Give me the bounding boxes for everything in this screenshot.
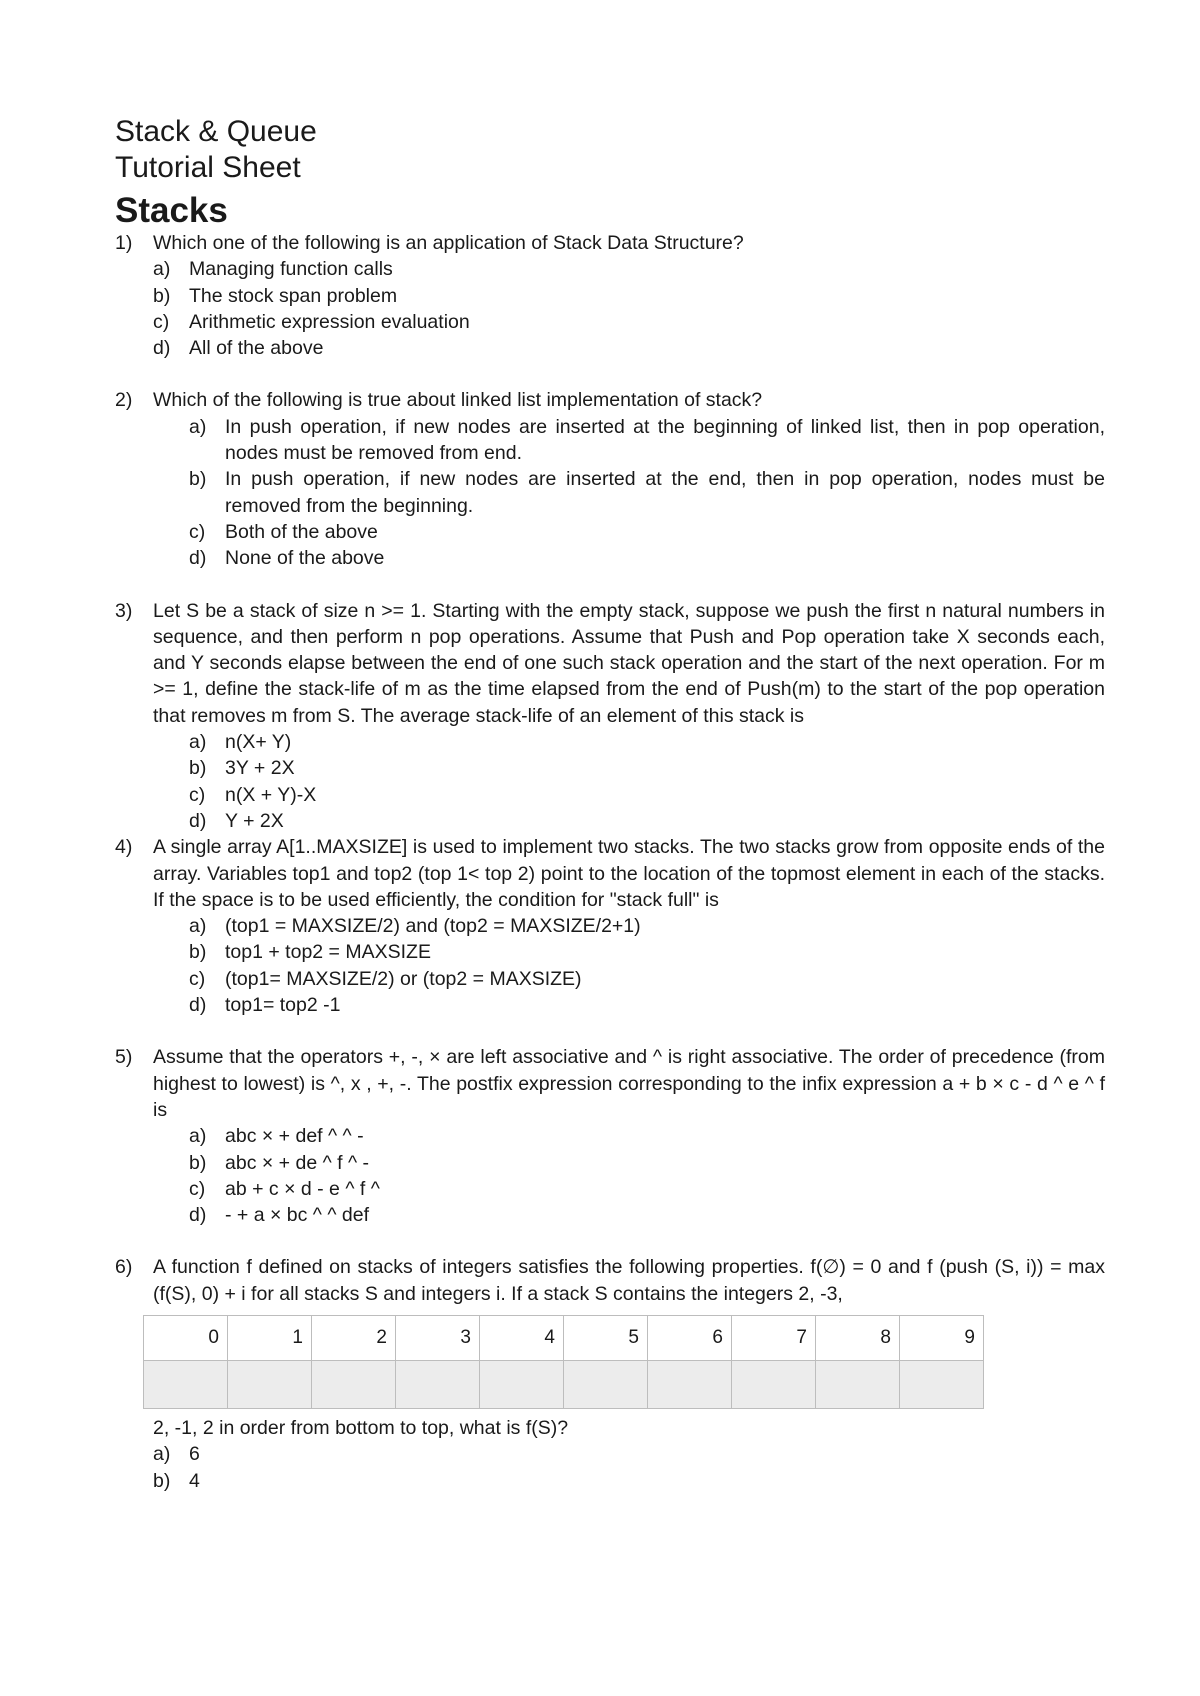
array-index-cell: 6 — [648, 1315, 732, 1360]
question-number: 3) — [115, 599, 133, 622]
option-a — [153, 1123, 1105, 1149]
option-text: top1 + top2 = MAXSIZE — [225, 941, 431, 964]
option-label: c) — [189, 967, 206, 990]
array-value-row — [144, 1360, 984, 1408]
option-label: c) — [189, 783, 206, 806]
option-c — [153, 519, 1105, 545]
option-text: Managing function calls — [189, 258, 393, 281]
question-4 — [115, 834, 1105, 1018]
question-text: Assume that the operators +, -, × are left associative and ^ is right associative. The order of precedence (from highest to lowest) is ^, x , +, -. The postfix expression corresponding to the infix expression a + b × c - d ^ e ^ f is — [153, 1046, 1105, 1121]
option-label: c) — [189, 520, 206, 543]
option-text: abc × + de ^ f ^ - — [225, 1151, 370, 1174]
option-b — [153, 939, 1105, 965]
option-text: - + a × bc ^ ^ def — [225, 1204, 370, 1227]
array-index-cell: 5 — [564, 1315, 648, 1360]
array-value-cell — [648, 1360, 732, 1408]
document-subtitle: Tutorial Sheet — [115, 151, 301, 184]
spacer — [115, 572, 1105, 598]
array-index-cell: 7 — [732, 1315, 816, 1360]
option-c — [153, 1176, 1105, 1202]
option-label: b) — [153, 1469, 171, 1492]
question-number: 2) — [115, 389, 133, 412]
option-list — [153, 729, 1105, 834]
question-number: 5) — [115, 1046, 133, 1069]
option-label: a) — [153, 258, 171, 281]
array-index-row — [144, 1315, 984, 1360]
option-text: In push operation, if new nodes are inserted at the beginning of linked list, then in pop operation, nodes must be removed from end. — [225, 415, 1105, 465]
option-label: b) — [189, 1151, 207, 1174]
question-2 — [115, 387, 1105, 571]
option-b — [153, 755, 1105, 781]
option-d — [153, 808, 1105, 834]
option-label: c) — [189, 1177, 206, 1200]
question-text: A single array A[1..MAXSIZE] is used to implement two stacks. The two stacks grow from opposite ends of the array. Variables top1 and top2 (top 1< top 2) point to the location of the topmost element in each of the stacks. If the space is to be used efficiently, the condition for "stack full" is — [153, 836, 1105, 911]
option-a — [153, 913, 1105, 939]
option-label: a) — [189, 415, 207, 438]
array-index-cell: 3 — [396, 1315, 480, 1360]
option-text: In push operation, if new nodes are inserted at the end, then in pop operation, nodes must be removed from the beginning. — [225, 468, 1105, 517]
array-index-cell: 4 — [480, 1315, 564, 1360]
option-c — [153, 966, 1105, 992]
array-value-cell — [732, 1360, 816, 1408]
option-label: a) — [153, 1443, 171, 1466]
option-c — [153, 782, 1105, 808]
option-text: The stock span problem — [189, 284, 398, 307]
option-label: d) — [189, 547, 207, 570]
question-text: Which of the following is true about linked list implementation of stack? — [153, 389, 763, 412]
option-text: (top1 = MAXSIZE/2) and (top2 = MAXSIZE/2+1) — [225, 915, 641, 938]
section-heading: Stacks — [115, 191, 228, 230]
option-text: n(X+ Y) — [225, 731, 292, 754]
array-value-cell — [564, 1360, 648, 1408]
option-label: b) — [189, 941, 207, 964]
question-number: 6) — [115, 1256, 133, 1279]
option-text: (top1= MAXSIZE/2) or (top2 = MAXSIZE) — [225, 967, 582, 990]
option-text: ab + c × d - e ^ f ^ — [225, 1177, 380, 1200]
spacer — [115, 361, 1105, 387]
option-text: Both of the above — [225, 520, 378, 543]
option-text: None of the above — [225, 547, 385, 570]
array-index-cell: 9 — [900, 1315, 984, 1360]
question-3 — [115, 598, 1105, 835]
question-text: A function f defined on stacks of integers satisfies the following properties. f(∅) = 0 and f (push (S, i)) = max (f(S), 0) + i for all stacks S and integers i. If a stack S contains the integers 2, -3, — [153, 1256, 1105, 1305]
option-label: d) — [153, 337, 171, 360]
option-label: a) — [189, 915, 207, 938]
option-b — [153, 1150, 1105, 1176]
option-c — [153, 309, 1105, 335]
option-label: b) — [153, 284, 171, 307]
question-number: 4) — [115, 836, 133, 859]
option-b — [153, 466, 1105, 519]
option-label: b) — [189, 757, 207, 780]
question-1 — [115, 230, 1105, 361]
array-index-cell: 1 — [228, 1315, 312, 1360]
option-label: b) — [189, 468, 207, 491]
document-title: Stack & Queue — [115, 115, 317, 148]
option-list — [153, 256, 1105, 361]
spacer — [115, 1228, 1105, 1254]
option-list — [153, 913, 1105, 1018]
option-d — [153, 335, 1105, 361]
array-value-cell — [228, 1360, 312, 1408]
option-label: d) — [189, 994, 207, 1017]
option-text: Arithmetic expression evaluation — [189, 310, 470, 333]
array-value-cell — [312, 1360, 396, 1408]
option-label: a) — [189, 1125, 207, 1148]
option-a — [153, 729, 1105, 755]
option-d — [153, 545, 1105, 571]
array-index-cell: 8 — [816, 1315, 900, 1360]
option-text: abc × + def ^ ^ - — [225, 1125, 364, 1148]
question-number: 1) — [115, 232, 133, 254]
option-label: d) — [189, 1204, 207, 1227]
option-text: Y + 2X — [225, 809, 284, 832]
option-d — [153, 1202, 1105, 1228]
option-a — [153, 1441, 1105, 1467]
option-label: d) — [189, 809, 207, 832]
question-text-continued: 2, -1, 2 in order from bottom to top, what is f(S)? — [153, 1416, 569, 1439]
option-text: 4 — [189, 1469, 200, 1492]
option-list — [153, 414, 1105, 572]
option-d — [153, 992, 1105, 1018]
option-text: All of the above — [189, 337, 324, 360]
option-label: a) — [189, 731, 207, 754]
array-value-cell — [816, 1360, 900, 1408]
option-text: 6 — [189, 1443, 200, 1466]
option-text: 3Y + 2X — [225, 757, 295, 780]
array-index-cell: 0 — [144, 1315, 228, 1360]
array-table — [143, 1315, 984, 1409]
option-text: n(X + Y)-X — [225, 783, 317, 806]
option-text: top1= top2 -1 — [225, 994, 341, 1017]
question-text: Which one of the following is an application of Stack Data Structure? — [153, 232, 744, 254]
question-text: Let S be a stack of size n >= 1. Starting with the empty stack, suppose we push the first n natural numbers in sequence, and then perform n pop operations. Assume that Push and Pop operation take X seconds each, and Y seconds elapse between the end of one such stack operation and the start of the next operation. For m >= 1, define the stack-life of m as the time elapsed from the end of Push(m) to the start of the pop operation that removes m from S. The average stack-life of an element of this stack is — [153, 599, 1105, 727]
array-value-cell — [900, 1360, 984, 1408]
option-b — [153, 283, 1105, 309]
option-a — [153, 256, 1105, 282]
array-value-cell — [480, 1360, 564, 1408]
option-a — [153, 414, 1105, 467]
spacer — [115, 1018, 1105, 1044]
question-list — [115, 230, 1105, 1494]
array-value-cell — [144, 1360, 228, 1408]
array-value-cell — [396, 1360, 480, 1408]
option-label: c) — [153, 310, 170, 333]
option-list — [153, 1123, 1105, 1228]
option-list — [153, 1441, 1105, 1494]
question-6 — [115, 1254, 1105, 1493]
option-b — [153, 1468, 1105, 1494]
array-index-cell: 2 — [312, 1315, 396, 1360]
question-5 — [115, 1044, 1105, 1228]
